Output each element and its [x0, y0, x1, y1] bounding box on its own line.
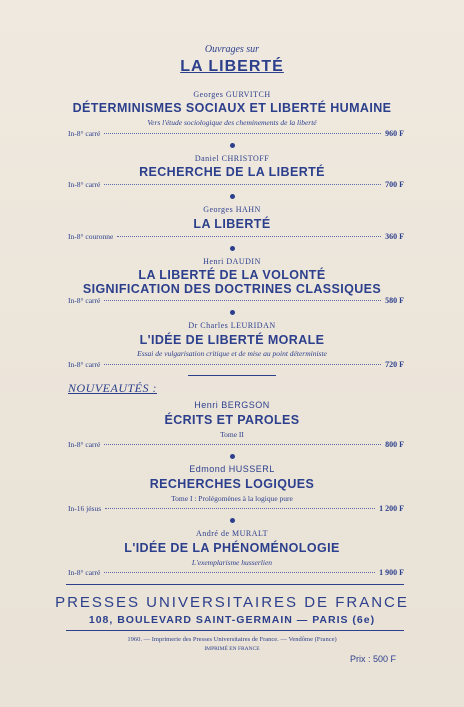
- separator-bullet: [230, 143, 235, 148]
- imprint-line: 1960. — Imprimerie des Presses Universitaires de France. — Vendôme (France): [127, 636, 337, 643]
- book-title: DÉTERMINISMES SOCIAUX ET LIBERTÉ HUMAINE: [72, 101, 392, 115]
- book-title: LA LIBERTÉ DE LA VOLONTÉ: [138, 268, 326, 282]
- cover-price: Prix : 500 F: [349, 654, 396, 664]
- book-title-line2: SIGNIFICATION DES DOCTRINES CLASSIQUES: [82, 282, 382, 296]
- book-price-line: [68, 232, 404, 241]
- dot-leader: [104, 364, 381, 365]
- book-subtitle: Vers l'étude sociologique des cheminements de la liberté: [147, 118, 317, 127]
- book-format: In-8° carré: [68, 360, 101, 369]
- book-price: 720 F: [385, 360, 404, 369]
- book-price-line: [68, 296, 404, 305]
- separator-bullet: [230, 518, 235, 523]
- book-author: Henri DAUDIN: [203, 257, 261, 266]
- footer-divider: [66, 630, 404, 631]
- book-subtitle: Tome I : Prolégomènes à la logique pure: [171, 494, 293, 503]
- dot-leader: [104, 184, 381, 185]
- book-price-line: [68, 360, 404, 369]
- dot-leader: [104, 300, 381, 301]
- book-title: RECHERCHE DE LA LIBERTÉ: [139, 165, 325, 179]
- book-title: ÉCRITS ET PAROLES: [164, 413, 300, 427]
- book-price: 800 F: [385, 440, 404, 449]
- book-price-line: [68, 440, 404, 449]
- book-format: In-8° carré: [68, 296, 101, 305]
- book-format: In-8° couronne: [68, 232, 114, 241]
- book-price-line: [68, 129, 404, 138]
- header-intro: Ouvrages sur: [204, 44, 260, 55]
- book-price: 1 900 F: [379, 568, 404, 577]
- book-price-line: [68, 568, 404, 577]
- publisher-address: 108, BOULEVARD SAINT-GERMAIN — PARIS (6e): [88, 614, 376, 626]
- book-format: In-8° carré: [68, 568, 101, 577]
- book-author: Edmond HUSSERL: [189, 464, 275, 474]
- header-title: LA LIBERTÉ: [180, 58, 284, 75]
- dot-leader: [104, 133, 381, 134]
- book-price: 360 F: [385, 232, 404, 241]
- book-price: 960 F: [385, 129, 404, 138]
- short-divider: [188, 375, 276, 376]
- book-subtitle: Tome II: [220, 430, 244, 439]
- book-subtitle: Essai de vulgarisation critique et de mise au point déterministe: [137, 349, 327, 358]
- book-author: Georges HAHN: [203, 205, 261, 214]
- dot-leader: [104, 444, 381, 445]
- book-subtitle: L'exemplarisme husserlien: [191, 558, 273, 567]
- dot-leader: [117, 236, 381, 237]
- book-price: 700 F: [385, 180, 404, 189]
- separator-bullet: [230, 194, 235, 199]
- book-author: Georges GURVITCH: [193, 90, 271, 99]
- separator-bullet: [230, 310, 235, 315]
- book-format: In-8° carré: [68, 129, 101, 138]
- book-title: LA LIBERTÉ: [193, 217, 271, 231]
- book-author: Daniel CHRISTOFF: [194, 154, 270, 163]
- book-price-line: [68, 180, 404, 189]
- book-author: Dr Charles LEURIDAN: [188, 321, 276, 330]
- book-price: 1 200 F: [379, 504, 404, 513]
- book-title: L'IDÉE DE LA PHÉNOMÉNOLOGIE: [124, 541, 340, 555]
- dot-leader: [105, 508, 375, 509]
- book-format: In-16 jésus: [68, 504, 102, 513]
- book-price: 580 F: [385, 296, 404, 305]
- book-format: In-8° carré: [68, 180, 101, 189]
- book-price-line: [68, 504, 404, 513]
- publisher-name: PRESSES UNIVERSITAIRES DE FRANCE: [55, 594, 409, 611]
- separator-bullet: [230, 246, 235, 251]
- book-title: L'IDÉE DE LIBERTÉ MORALE: [139, 333, 325, 347]
- separator-bullet: [230, 454, 235, 459]
- book-title: RECHERCHES LOGIQUES: [149, 477, 315, 491]
- book-author: André de MURALT: [195, 529, 269, 538]
- nouveautes-heading: NOUVEAUTÉS :: [68, 381, 157, 395]
- dot-leader: [104, 572, 375, 573]
- book-author: Henri BERGSON: [194, 400, 270, 410]
- printed-in-france: IMPRIMÉ EN FRANCE: [204, 646, 260, 652]
- footer-divider: [66, 584, 404, 585]
- book-format: In-8° carré: [68, 440, 101, 449]
